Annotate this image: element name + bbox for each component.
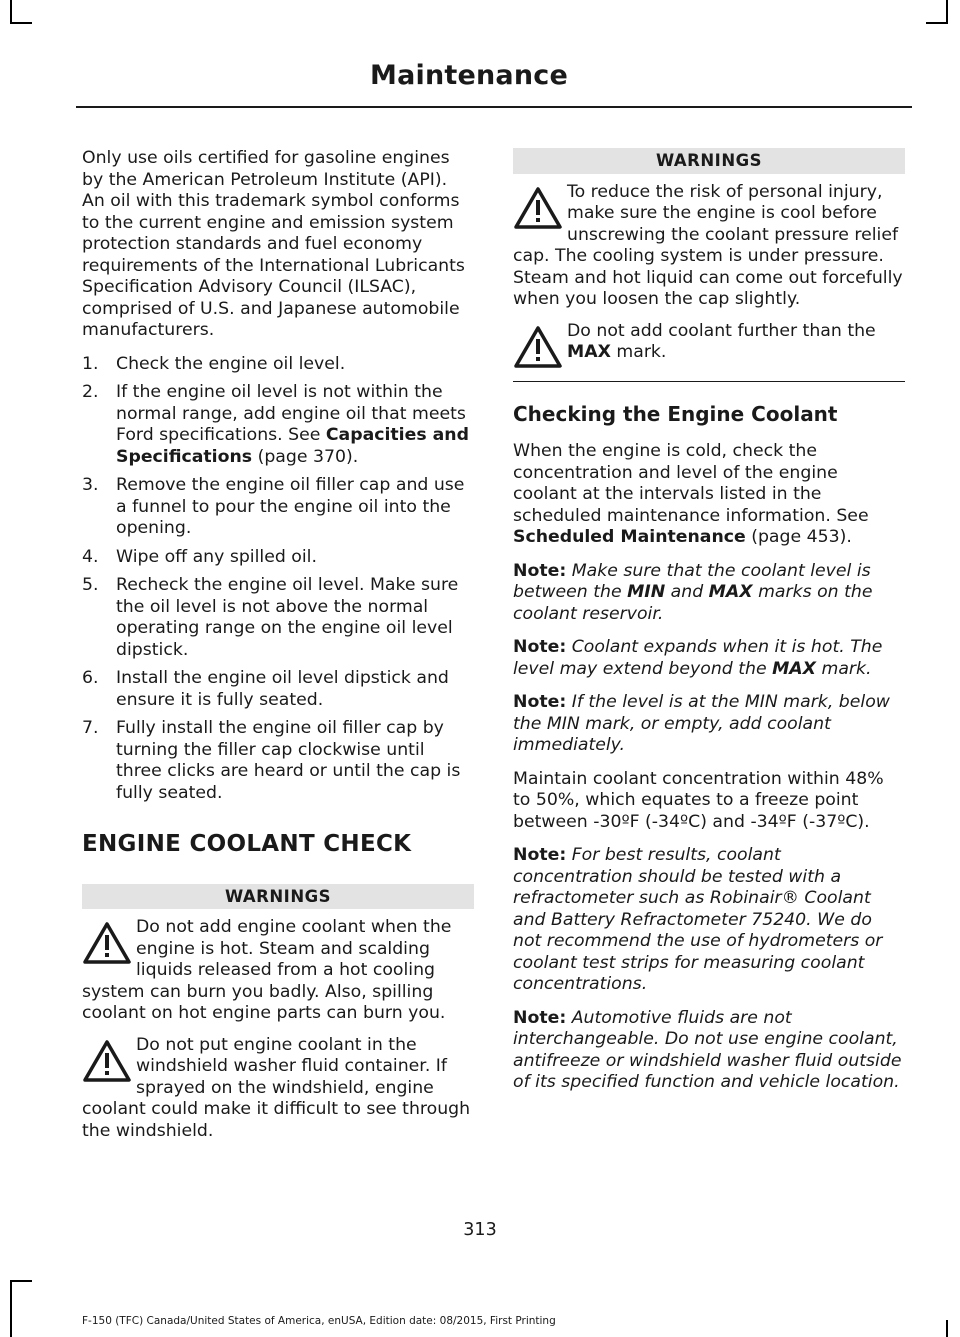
note [513,845,905,996]
cross-reference-link[interactable]: Capacities and Specifications [116,425,469,467]
note-text: mark. [816,658,872,679]
subsection-heading: Checking the Engine Coolant [513,401,838,426]
page-number: 313 [463,1220,497,1240]
page-reference: (page 370). [252,446,359,467]
section-heading: ENGINE COOLANT CHECK [82,831,412,857]
list-item [82,575,474,661]
note [513,692,905,757]
min-mark-label: MIN [627,582,666,602]
right-column [513,148,905,1106]
warning-block [82,917,474,1025]
warning-triangle-icon [82,1039,132,1083]
crop-mark [946,1320,948,1337]
paragraph-text: When the engine is cold, check the concentration and level of the engine coolant at the intervals listed in the scheduled maintenance information. See [513,441,869,526]
footer-edition-info: F-150 (TFC) Canada/United States of America, enUSA, Edition date: 08/2015, First Printing [82,1315,556,1327]
note-text: Make sure that the coolant level is between the [513,560,871,602]
step-number: 2. [82,382,99,402]
note [513,637,905,680]
step-number: 4. [82,546,99,567]
note-text: Automotive fluids are not interchangeable. Do not use engine coolant, antifreeze or windshield washer fluid outside of its specified function and vehicle location. [513,1007,902,1092]
step-number: 5. [82,575,99,595]
list-item [82,668,474,711]
crop-mark [10,1280,32,1282]
max-mark-label: MAX [708,582,753,602]
page-reference: (page 453). [745,527,852,547]
concentration-paragraph: Maintain coolant concentration within 48% to 50%, which equates to a freeze point between -30ºF (-34ºC) and -34ºF (-37ºC). [513,768,884,832]
note-label: Note: [513,692,567,712]
warning-text: Do not add engine coolant when the engine is hot. Steam and scalding liquids released from a hot cooling system can burn you badly. Also, spilling coolant on hot engine parts can burn you. [82,917,452,1023]
note-label: Note: [513,845,567,865]
crop-mark [10,22,32,24]
warning-triangle-icon [513,186,563,230]
warnings-title-bar: WARNINGS [82,884,474,910]
step-text: Wipe off any spilled oil. [116,546,317,567]
step-number: 6. [82,668,99,688]
step-text: Fully install the engine oil filler cap by turning the filler cap clockwise until three clicks are heard or until the cap is fully seated. [116,718,461,803]
list-item [82,382,474,468]
warning-text: mark. [610,342,667,362]
cross-reference-link[interactable]: Scheduled Maintenance [513,527,746,547]
step-text: If the engine oil level is not within the normal range, add engine oil that meets Ford specifications. See [116,382,466,445]
step-number: 1. [82,353,99,374]
warning-text: Do not add coolant further than the [567,320,876,341]
page-header-title: Maintenance [370,60,568,91]
list-item [82,354,474,376]
step-text: Install the engine oil level dipstick and ensure it is fully seated. [116,668,449,710]
step-number: 7. [82,718,99,738]
max-mark-label: MAX [772,658,816,679]
crop-mark [10,0,12,24]
intro-paragraph: Only use oils certified for gasoline engines by the American Petroleum Institute (API). An oil with this trademark symbol conforms to the current engine and emission system protection standards and fuel economy requirements of the International Lubricants Specification Advisory Council (ILSAC), comprised of U.S. and Japanese automobile manufacturers. [82,148,465,340]
warning-text: To reduce the risk of personal injury, make sure the engine is cool before unscrewing the coolant pressure relief cap. The cooling system is under pressure. Steam and hot liquid can come out forcefully when you loosen the cap slightly. [513,181,903,309]
warning-triangle-icon [513,325,563,369]
coolant-check-paragraph [513,441,905,549]
note [513,1008,905,1094]
note-label: Note: [513,637,567,657]
list-item [82,718,474,804]
step-text: Check the engine oil level. [116,353,346,374]
step-number: 3. [82,475,99,495]
note-label: Note: [513,560,567,581]
warning-block [82,1035,474,1143]
warning-triangle-icon [82,921,132,965]
list-item [82,475,474,540]
crop-mark [10,1280,12,1337]
left-column [82,148,474,1152]
header-rule [76,106,912,108]
list-item [82,547,474,569]
note-text: marks on the coolant reservoir. [513,582,873,624]
warning-block [513,321,905,382]
step-text: Remove the engine oil filler cap and use a funnel to pour the engine oil into the opening. [116,475,465,538]
note-text: and [665,582,709,602]
note-text: Coolant expands when it is hot. The level may extend beyond the [513,637,883,679]
note-text: For best results, coolant concentration should be tested with a refractometer such as Robinair® Coolant and Battery Refractometer 75240. We do not recommend the use of hydrometers or coolant test strips for measuring coolant concentrations. [513,845,883,994]
warning-text: Do not put engine coolant in the windshield washer fluid container. If sprayed on the windshield, engine coolant could make it difficult to see through the windshield. [82,1034,471,1141]
warnings-title-bar: WARNINGS [513,148,905,174]
note-text: If the level is at the MIN mark, below the MIN mark, or empty, add coolant immediately. [513,692,890,755]
crop-mark [946,0,948,24]
note [513,561,905,626]
warning-block [513,182,905,311]
max-mark-label: MAX [567,342,611,362]
crop-mark [926,22,948,24]
note-label: Note: [513,1007,567,1028]
step-text: Recheck the engine oil level. Make sure the oil level is not above the normal operating range on the engine oil level dipstick. [116,575,459,660]
oil-fill-steps [82,354,474,805]
